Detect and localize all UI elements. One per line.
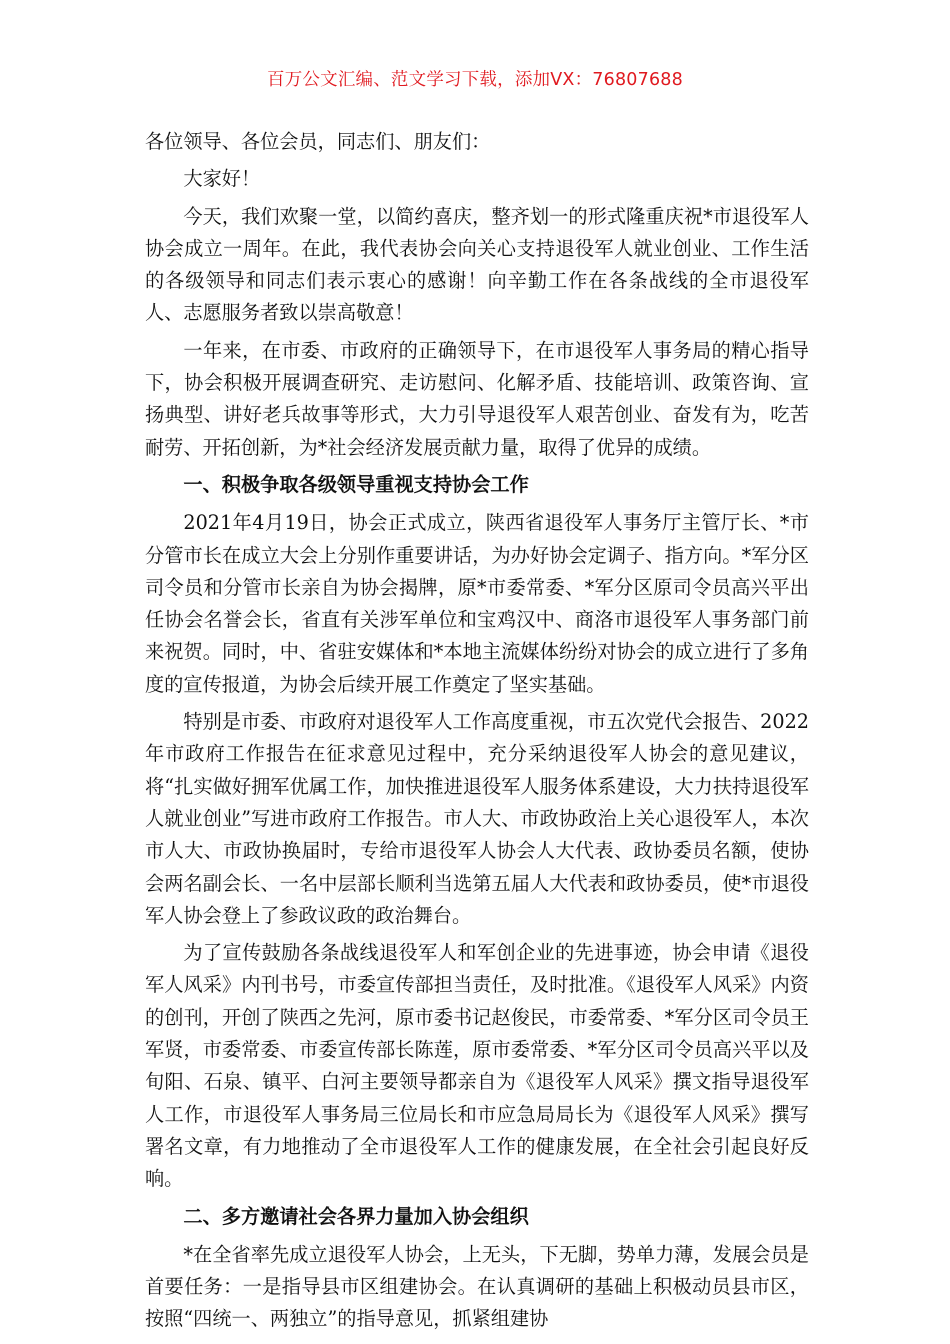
paragraph: 一年来，在市委、市政府的正确领导下，在市退役军人事务局的精心指导下，协会积极开展调查研究、走访慰问、化解矛盾、技能培训、政策咨询、宣扬典型、讲好老兵故事等形式，大力引导退役军人艰苦创业、奋发有为，吃苦耐劳、开拓创新，为*社会经济发展贡献力量，取得了优异的成绩。 xyxy=(145,338,809,459)
section-heading: 一、积极争取各级领导重视支持协会工作 xyxy=(183,472,529,496)
paragraph: 特别是市委、市政府对退役军人工作高度重视，市五次党代会报告、2022年市政府工作报告在征求意见过程中，充分采纳退役军人协会的意见建议，将“扎实做好拥军优属工作，加快推进退役军人服务体系建设，大力扶持退役军人就业创业”写进市政府工作报告。市人大、市政协政治上关心退役军人，本次市人大、市政协换届时，专给市退役军人协会人大代表、政协委员名额，使协会两名副会长、一名中层部长顺利当选第五届人大代表和政协委员，使*市退役军人协会登上了参政议政的政治舞台。 xyxy=(145,710,809,927)
paragraph: 2021年4月19日，协会正式成立，陕西省退役军人事务厅主管厅长、*市分管市长在成立大会上分别作重要讲话，为办好协会定调子、指方向。*军分区司令员和分管市长亲自为协会揭牌，原*市委常委、*军分区原司令员高兴平出任协会名誉会长，省直有关涉军单位和宝鸡汉中、商洛市退役军人事务部门前来祝贺。同时，中、省驻安媒体和*本地主流媒体纷纷对协会的成立进行了多角度的宣传报道，为协会后续开展工作奠定了坚实基础。 xyxy=(145,511,809,696)
section-heading: 二、多方邀请社会各界力量加入协会组织 xyxy=(183,1204,529,1228)
paragraph: 今天，我们欢聚一堂，以简约喜庆，整齐划一的形式隆重庆祝*市退役军人协会成立一周年。在此，我代表协会向关心支持退役军人就业创业、工作生活的各级领导和同志们表示衷心的感谢！向辛勤工作在各条战线的全市退役军人、志愿服务者致以崇高敬意！ xyxy=(145,204,809,325)
salutation: 各位领导、各位会员，同志们、朋友们： xyxy=(145,130,491,153)
paragraph: *在全省率先成立退役军人协会，上无头，下无脚，势单力薄，发展会员是首要任务：一是指导县市区组建协会。在认真调研的基础上积极动员县市区，按照“四统一、两独立”的指导意见，抓紧组建协 xyxy=(145,1242,809,1331)
greeting: 大家好！ xyxy=(183,167,261,191)
paragraph: 为了宣传鼓励各条战线退役军人和军创企业的先进事迹，协会申请《退役军人风采》内刊书号，市委宣传部担当责任，及时批准。《退役军人风采》内资的创刊，开创了陕西之先河，原市委书记赵俊民，市委常委、*军分区司令员王军贤，市委常委、市委宣传部长陈莲，原市委常委、*军分区司令员高兴平以及旬阳、石泉、镇平、白河主要领导都亲自为《退役军人风采》撰文指导退役军人工作，市退役军人事务局三位局长和市应急局局长为《退役军人风采》撰写署名文章，有力地推动了全市退役军人工作的健康发展，在全社会引起良好反响。 xyxy=(145,941,809,1191)
speech-body xyxy=(145,126,809,1341)
download-banner: 百万公文汇编、范文学习下载，添加VX：76807688 xyxy=(267,70,683,90)
